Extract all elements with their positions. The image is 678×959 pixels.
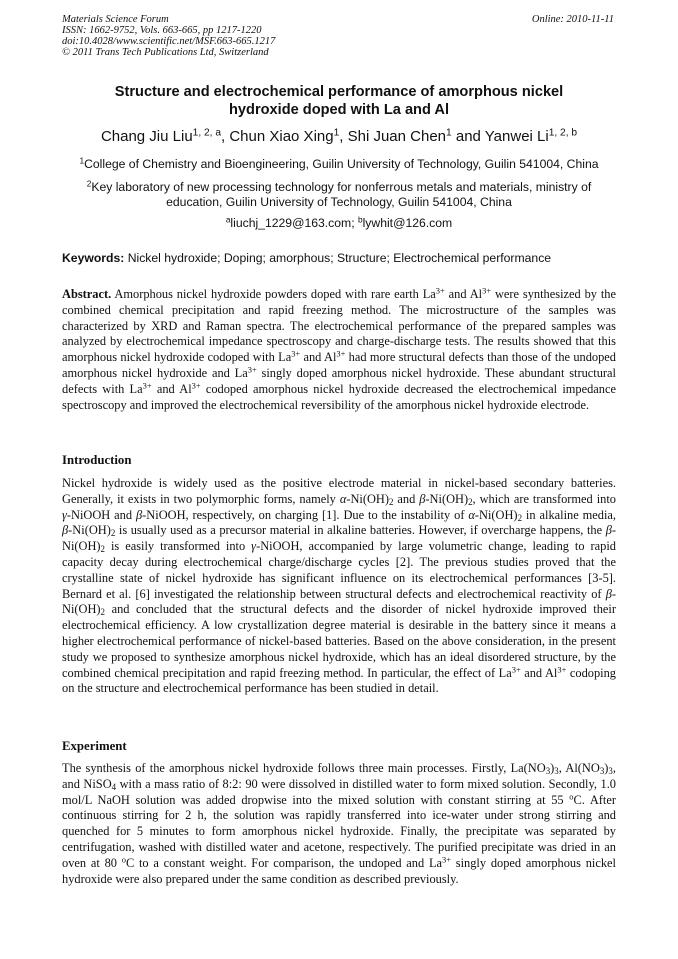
paragraph-text: and [393,491,420,506]
title-line-2: hydroxide doped with La and Al [229,102,449,118]
doi-line: doi:10.4028/www.scientific.net/MSF.663-665.1217 [62,36,276,47]
paragraph-text: -NiOOH, respectively, on charging [1]. Due to the instability of [142,507,469,522]
italic-symbol: β [419,491,426,506]
subscript-text: 2 [517,512,523,523]
paragraph-text: -Ni(OH) [62,523,616,554]
experiment-paragraph [62,761,616,887]
introduction-heading: Introduction [62,453,132,467]
paragraph-text: C to a constant weight. For comparison, the undoped and La [125,855,443,870]
paragraph-text: -Ni(OH) [62,586,616,617]
superscript-text: o [121,854,126,865]
italic-symbol: α [339,491,347,506]
paragraph-text: , which are transformed into [472,491,616,506]
paragraph-text: -Ni(OH) [346,491,390,506]
paragraph-text: , Al(NO [558,761,600,775]
superscript-text: o [569,790,574,801]
journal-name: Materials Science Forum [62,14,169,25]
author-affil-sup: 1, 2, a [192,127,221,139]
author-separator: , [221,128,230,145]
italic-symbol: β [605,523,612,538]
italic-symbol: γ [62,507,67,522]
author-name: Chang Jiu Liu [100,128,193,145]
paragraph-text: is easily transformed into [105,539,252,554]
keywords [62,251,622,266]
italic-symbol: β [136,507,143,522]
paragraph-text: were synthesized by the combined chemical precipitation and rapid freezing method. The microstructure of the samples was characterized by XRD and Raman spectra. The electrochemical performance of the prepared samples was analyzed by electrochemical impedance spectroscopy and charge-discharge tests. The results showed that this amorphous nickel hydroxide codoped with La [62,287,616,365]
superscript-text: 3+ [336,348,346,359]
author-list [62,128,616,146]
paragraph-text: and Al [520,665,558,680]
author-name: Yanwei Li [484,128,549,145]
paragraph-text: codoped amorphous nickel hydroxide decreased the electrochemical impedance spectroscopy and improved the electrochemical reversibility of the amorphous nickel hydroxide electrode. [62,381,616,412]
email-b[interactable]: lywhit@126.com [362,216,453,230]
paragraph-text: ) [550,761,555,775]
author-separator: and [451,128,485,145]
introduction-paragraph [62,476,616,697]
paragraph-text: -Ni(OH) [474,507,518,522]
paragraph-text: had more structural defects than those of the undoped amorphous nickel hydroxide and La [62,350,616,380]
subscript-text: 2 [389,496,394,507]
copyright-line: © 2011 Trans Tech Publications Ltd, Switzerland [62,47,269,58]
italic-symbol: β [62,523,69,538]
affiliation-text: Key laboratory of new processing technology for nonferrous metals and materials, ministry of education, Guilin University of Technology, Guilin 541004, China [91,180,592,209]
paragraph-text: -NiOOH and [66,507,136,522]
italic-symbol: γ [251,539,257,554]
subscript-text: 3 [608,765,613,776]
paragraph-text: -Ni(OH) [425,491,469,506]
superscript-text: 3+ [191,380,201,391]
paragraph-text: with a mass ratio of 8:2: 90 were dissolved in distilled water to form mixed solution. Secondly, 1.0 mol/L NaOH solution was added dropwise into the mixed solution with constant stirring at 55 [62,776,616,807]
affiliation-2 [62,180,616,210]
superscript-text: 3+ [247,364,257,375]
superscript-text: 3+ [482,285,492,296]
italic-symbol: α [468,507,475,522]
subscript-text: 4 [111,781,117,792]
subscript-text: 3 [554,765,559,776]
paragraph-text: singly doped amorphous nickel hydroxide. These abundant structural defects with La [62,365,616,396]
affiliation-text: College of Chemistry and Bioengineering, Guilin University of Technology, Guilin 541004, China [84,157,599,171]
author-name: Shi Juan Chen [347,128,447,145]
author-name: Chun Xiao Xing [229,128,334,145]
experiment-heading: Experiment [62,739,127,753]
paragraph-text: Nickel hydroxide is widely used as the positive electrode material in nickel-based secondary batteries. Generally, it exists in two polymorphic forms, namely [62,476,616,506]
superscript-text: 3+ [291,348,301,359]
superscript-text: 3+ [442,854,451,865]
paragraph-text: , and NiSO [62,761,616,791]
subscript-text: 2 [468,496,473,507]
email-sup: a [225,214,231,225]
paragraph-text: -NiOOH, accompanied by large volumetric change, leading to rapid capacity decay during electrochemical charge/discharge cycles [2]. The previous studies proved that the crystalline state of nickel hydroxide has significant influence on its electrochemical performances [3-5]. Bernard et al. [6] investigated the relationship between structural defects and electrochemical reactivity of [62,539,616,601]
paragraph-text: Amorphous nickel hydroxide powders doped with rare earth La [111,287,436,301]
subscript-text: 2 [110,528,116,539]
paragraph-text: singly doped amorphous nickel hydroxide were also prepared under the same condition as described previously. [62,855,616,886]
journal-header [62,14,275,58]
paragraph-text: and concluded that the structural defects and the disorder of nickel hydroxide improved their electrochemical efficiency. A low crystallization degree material is desirable in the battery since it means a higher electrochemical performance of nickel-based batteries. Based on the above consideration, in the present study we proposed to synthesize amorphous nickel hydroxide, which has an ideal disordered structure, by the combined chemical precipitation and rapid freezing method. In particular, the effect of La [62,602,616,680]
affiliation-sup: 1 [79,155,85,166]
abstract-paragraph [62,287,616,413]
affiliation-1 [62,157,616,172]
email-a[interactable]: liuchj_1229@163.com; [230,216,358,230]
subscript-text: 3 [599,765,605,776]
superscript-text: 3+ [435,285,445,296]
paragraph-text: -Ni(OH) [68,523,111,538]
issn-line: ISSN: 1662-9752, Vols. 663-665, pp 1217-1220 [62,25,262,36]
paper-title [62,83,616,119]
subscript-text: 2 [100,607,105,618]
paragraph-text: in alkaline media, [522,507,617,522]
affiliation-sup: 2 [86,178,92,189]
online-date: Online: 2010-11-11 [531,14,614,25]
subscript-text: 3 [545,765,551,776]
author-affil-sup: 1, 2, b [548,127,578,139]
keywords-text: Nickel hydroxide; Doping; amorphous; Structure; Electrochemical performance [124,251,552,265]
author-separator: , [339,128,348,145]
paragraph-text: is usually used as a precursor material in alkaline batteries. However, if overcharge happens, the [115,523,606,538]
author-affil-sup: 1 [446,127,452,139]
author-emails [62,216,616,231]
paragraph-text: and Al [151,381,192,396]
keywords-label: Keywords: [62,251,125,265]
paragraph-text: C. After continuous stirring for 2 h, the solution was rapidly transferred into ice-water under strong stirring and quenched for 5 minutes to form amorphous nickel hydroxide. Finally, the precipitate was separated by centrifugation, washed with distilled water and acetone, respectively. The purified precipitate was dried in an oven at 80 [62,792,616,870]
paragraph-text: and Al [444,287,483,301]
author-affil-sup: 1 [333,127,340,139]
paragraph-text: codoping on the structure and electrochemical performance has been studied in detail. [62,665,616,696]
paragraph-text: The synthesis of the amorphous nickel hydroxide follows three main processes. Firstly, La(NO [62,761,546,775]
paragraph-text: and Al [300,350,337,365]
subscript-text: 2 [100,543,105,554]
title-line-1: Structure and electrochemical performance of amorphous nickel [114,84,564,100]
superscript-text: 3+ [142,380,152,391]
paragraph-text: ) [604,761,609,775]
email-sup: b [357,214,363,225]
italic-symbol: β [605,586,612,601]
superscript-text: 3+ [511,663,521,674]
abstract-label: Abstract. [62,287,112,301]
superscript-text: 3+ [557,663,567,674]
